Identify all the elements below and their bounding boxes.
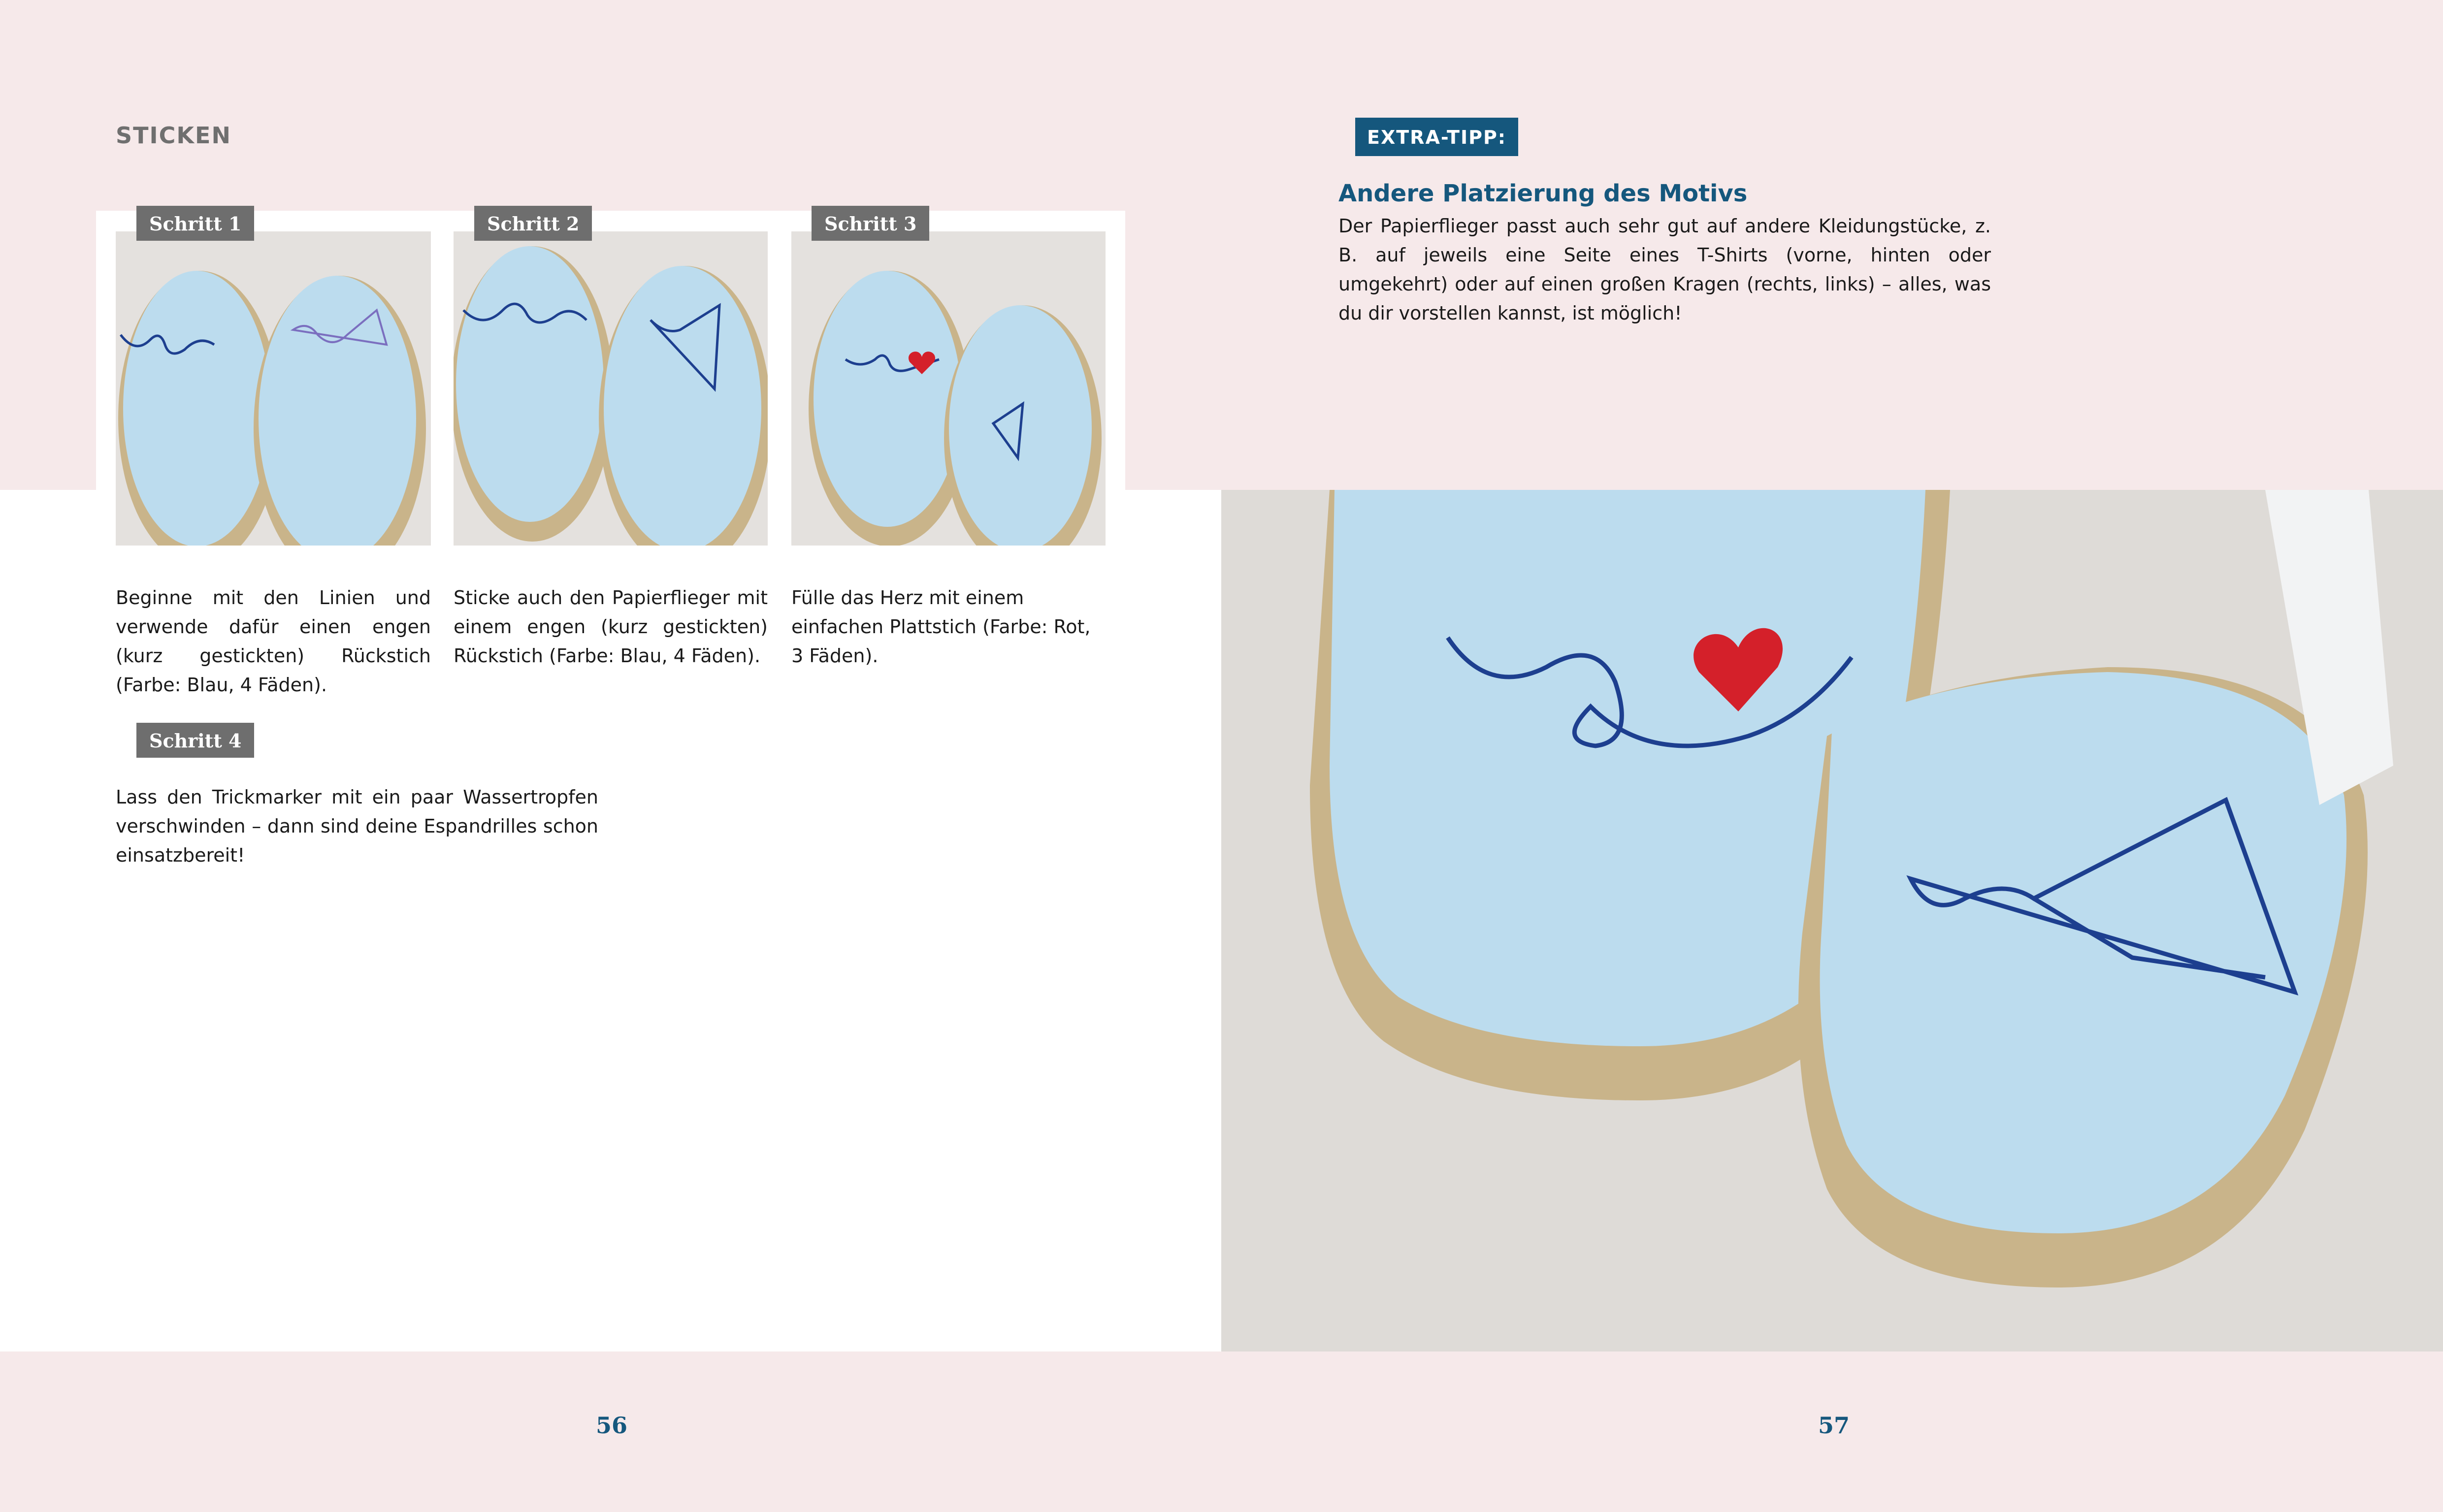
step-1-badge: Schritt 1 <box>136 206 254 241</box>
step-2-photo <box>454 231 768 546</box>
espadrilles-heart-illustration <box>791 231 1106 546</box>
espadrilles-lines-illustration <box>116 231 431 546</box>
tip-text: Der Papierflieger passt auch sehr gut auf andere Kleidungstücke, z. B. auf jeweils eine Seite eines T-Shirts (vorne, hinten oder umgekehrt) oder auf einen großen Kragen (rechts, links) – alles, was du dir vorstellen kannst, ist möglich! <box>1338 215 1991 324</box>
footer-band <box>0 1351 2443 1512</box>
finished-espadrilles-photo <box>1221 490 2443 1351</box>
step-4-text: Lass den Trickmarker mit ein paar Wassertropfen verschwinden – dann sind deine Espandrilles schon einsatzbereit! <box>116 786 598 866</box>
step-4-badge: Schritt 4 <box>136 723 254 758</box>
step-3-photo <box>791 231 1106 546</box>
page-number-right: 57 <box>1818 1412 1850 1439</box>
step-3-text: Fülle das Herz mit einem einfachen Plattstich (Farbe: Rot, 3 Fäden). <box>791 587 1091 667</box>
espadrilles-plane-illustration <box>454 231 768 546</box>
extra-tip-badge: EXTRA-TIPP: <box>1355 118 1518 156</box>
tip-heading: Andere Platzierung des Motivs <box>1338 180 1748 207</box>
step-3-badge: Schritt 3 <box>812 206 929 241</box>
step-2-badge: Schritt 2 <box>474 206 592 241</box>
step-2-text: Sticke auch den Papierflieger mit einem engen (kurz gestickten) Rückstich (Farbe: Blau, 4 Fäden). <box>454 587 768 667</box>
finished-espadrilles-illustration <box>1221 490 2443 1351</box>
page-number-left: 56 <box>596 1412 628 1439</box>
section-title: STICKEN <box>116 122 231 149</box>
step-1-photo <box>116 231 431 546</box>
step-1-text: Beginne mit den Linien und verwende dafür einen engen (kurz gestickten) Rückstich (Farbe: Blau, 4 Fäden). <box>116 587 431 696</box>
